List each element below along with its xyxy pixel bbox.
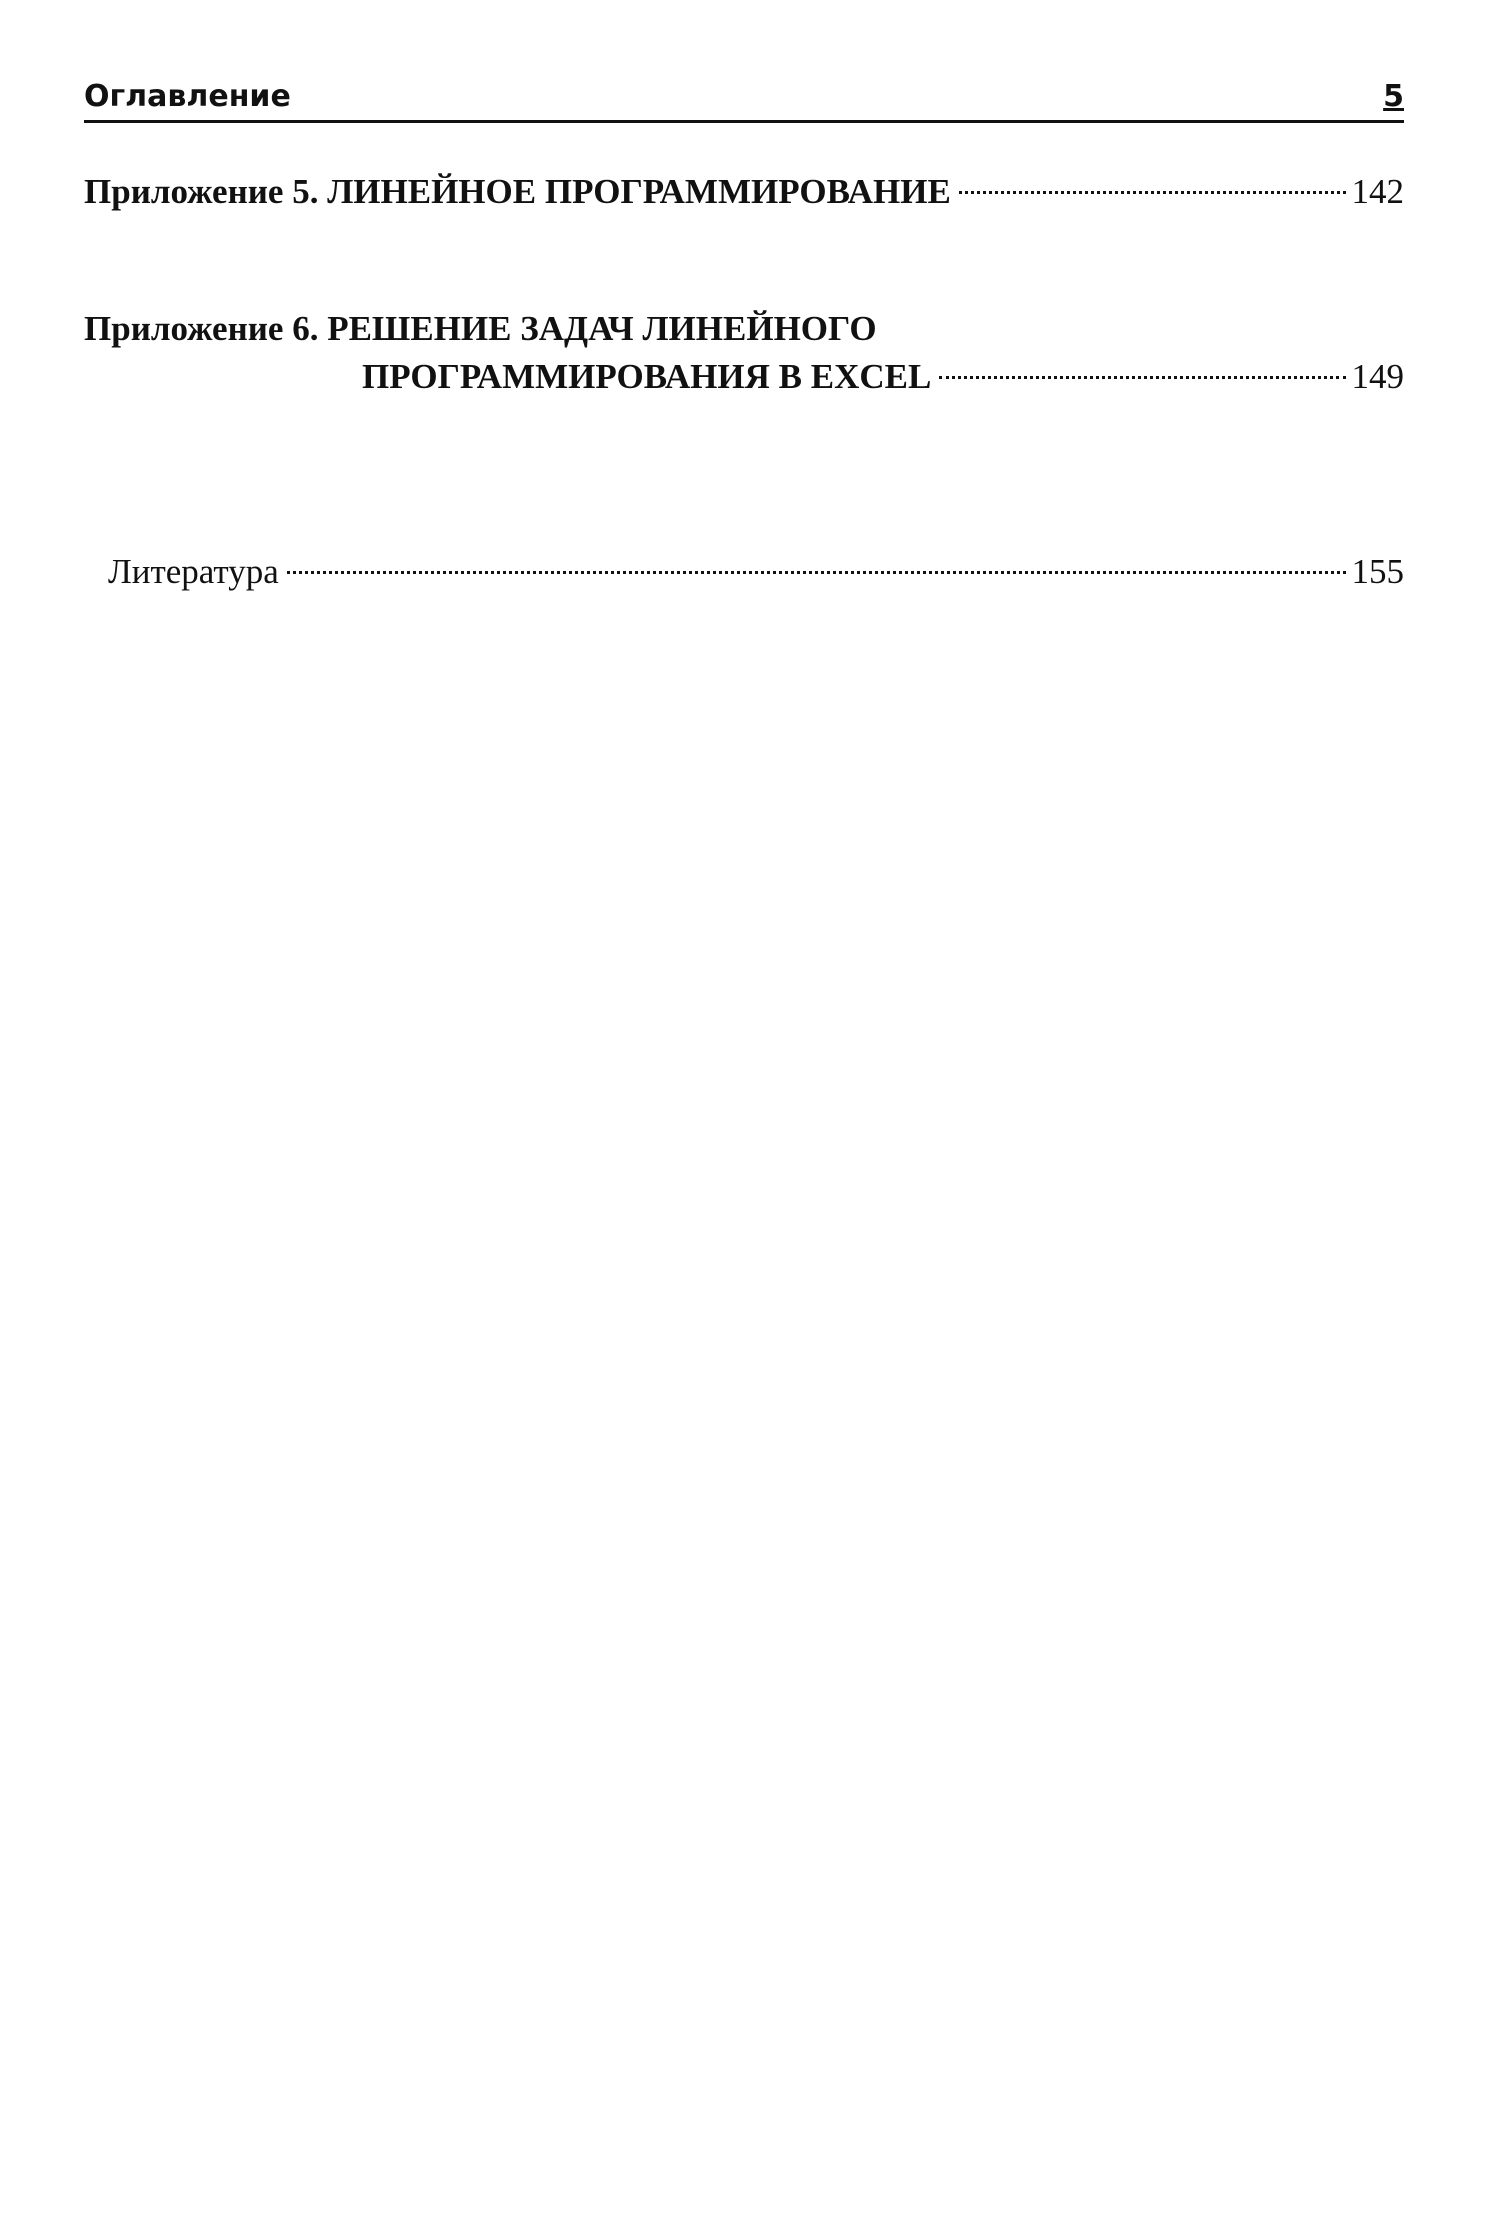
toc-entry-title-line-2: ПРОГРАММИРОВАНИЯ В EXCEL — [362, 357, 932, 396]
toc-entry-title: Литература — [108, 552, 279, 591]
toc-entry-page: 155 — [1351, 552, 1404, 591]
toc-dot-leader — [959, 191, 1346, 194]
toc-entry-title: ЛИНЕЙНОЕ ПРОГРАММИРОВАНИЕ — [327, 172, 951, 211]
toc-entry-literature[interactable] — [84, 548, 1404, 596]
running-head — [84, 74, 1404, 123]
running-head-title: Оглавление — [84, 79, 291, 114]
toc-entry-page: 149 — [1351, 357, 1404, 396]
toc-entry-label: Приложение 6. — [84, 309, 319, 348]
toc-entry-appendix-5[interactable] — [84, 168, 1404, 216]
toc-entry-page: 142 — [1351, 172, 1404, 211]
toc-entry-label: Приложение 5. — [84, 172, 319, 211]
toc-entry-appendix-6[interactable] — [84, 305, 1404, 353]
toc-dot-leader — [939, 376, 1345, 379]
toc-dot-leader — [287, 571, 1346, 574]
running-head-page-number: 5 — [1383, 79, 1404, 114]
toc-entry-appendix-6-continued[interactable] — [84, 353, 1404, 401]
toc-entry-title-line-1: РЕШЕНИЕ ЗАДАЧ ЛИНЕЙНОГО — [327, 309, 877, 348]
